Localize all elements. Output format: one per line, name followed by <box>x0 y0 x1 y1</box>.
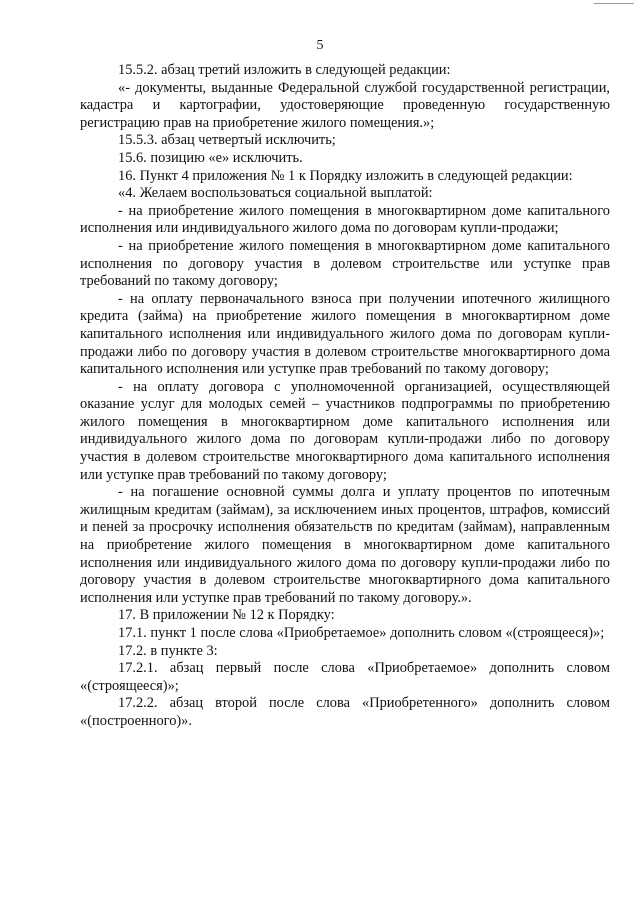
list-item-authorized-organization: - на оплату договора с уполномоченной организацией, осуществляющей оказание услуг для молодых семей – участников подпрограммы по приобретению жилого помещения в многоквартирном доме капитального исполнения или индивидуального жилого дома по договорам купли-продажи либо по договору участия в долевом строительстве многоквартирного дома капитального исполнения или уступке прав требований по такому договору; <box>80 378 610 483</box>
paragraph-15-5-3: 15.5.3. абзац четвертый исключить; <box>118 132 336 149</box>
paragraph-17-2: 17.2. в пункте 3: <box>118 642 218 659</box>
list-item-shared-construction: - на приобретение жилого помещения в многоквартирном доме капитального исполнения по договору участия в долевом строительстве или уступке прав требований по такому договору; <box>80 237 610 290</box>
paragraph-17-2-2: 17.2.2. абзац второй после слова «Приобретенного» дополнить словом «(построенного)». <box>80 695 610 729</box>
list-item-initial-payment: - на оплату первоначального взноса при получении ипотечного жилищного кредита (займа) на приобретение жилого помещения в многоквартирном доме капитального исполнения или индивидуального жилого дома по договорам купли-продажи либо по договору участия в долевом строительстве многоквартирного дома капитального исполнения или уступке прав требований по такому договору; <box>80 290 610 378</box>
document-body <box>80 62 610 731</box>
paragraph-15-6: 15.6. позицию «е» исключить. <box>118 149 303 166</box>
list-item-purchase: - на приобретение жилого помещения в многоквартирном доме капитального исполнения или индивидуального жилого дома по договорам купли-продажи; <box>80 202 610 237</box>
list-item-mortgage-repayment: - на погашение основной суммы долга и уплату процентов по ипотечным жилищным кредитам (займам), за исключением иных процентов, штрафов, комиссий и пеней за просрочку исполнения обязательств по кредитам (займам), направленным на приобретение жилого помещения в многоквартирном доме капитального исполнения или индивидуального жилого дома по договору купли-продажи либо по договору участия в долевом строительстве многоквартирного дома капитального исполнения или уступке прав требований по такому договору.». <box>80 484 610 606</box>
scan-edge-mark <box>594 0 634 4</box>
paragraph-16: 16. Пункт 4 приложения № 1 к Порядку изложить в следующей редакции: <box>118 167 573 184</box>
paragraph-17: 17. В приложении № 12 к Порядку: <box>118 607 335 624</box>
paragraph-item-4-intro: «4. Желаем воспользоваться социальной выплатой: <box>118 185 433 202</box>
paragraph-17-1: 17.1. пункт 1 после слова «Приобретаемое» дополнить словом «(строящееся)»; <box>118 625 605 641</box>
page-number: 5 <box>316 38 324 53</box>
paragraph-17-2-1: 17.2.1. абзац первый после слова «Приобретаемое» дополнить словом «(строящееся)»; <box>80 660 610 694</box>
paragraph-15-5-2: 15.5.2. абзац третий изложить в следующей редакции: <box>118 62 451 78</box>
paragraph-documents-quote: «- документы, выданные Федеральной службой государственной регистрации, кадастра и картографии, удостоверяющие проведенную государственную регистрацию прав на приобретение жилого помещения.»; <box>80 79 610 131</box>
